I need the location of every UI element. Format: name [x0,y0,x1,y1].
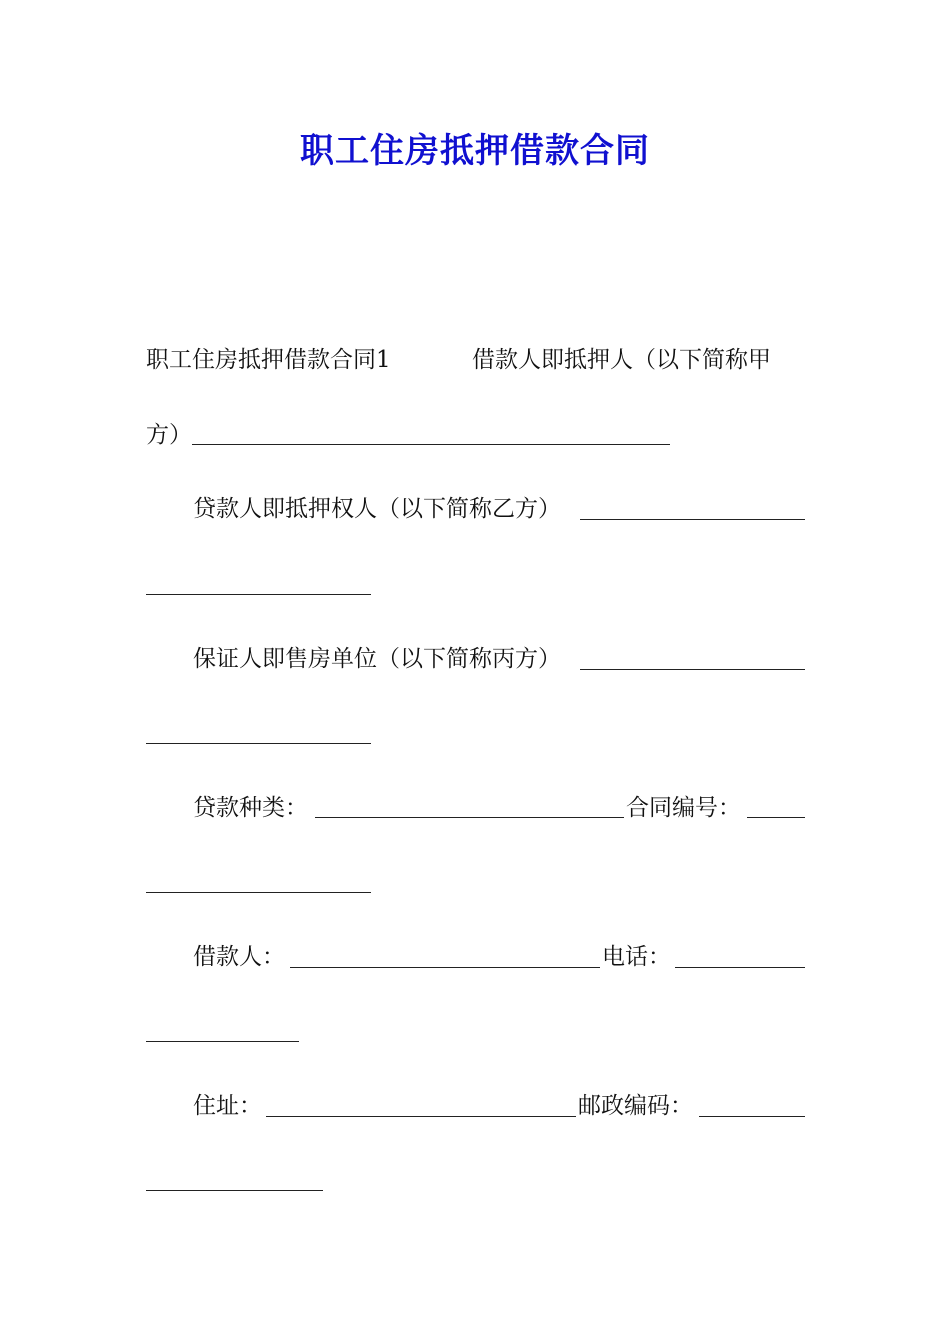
postcode-blank-continued[interactable] [146,1190,323,1191]
loan-type-label: 贷款种类： [193,795,308,821]
phone-blank-continued[interactable] [146,1041,299,1042]
address-blank[interactable] [266,1116,576,1117]
contract-number-blank-continued[interactable] [146,892,371,893]
guarantor-label: 保证人即售房单位（以下简称丙方） [193,646,561,672]
party-b-blank-continued[interactable] [146,594,371,595]
contract-number-blank[interactable] [747,817,805,818]
party-c-blank-continued[interactable] [146,743,371,744]
party-c-blank[interactable] [580,669,805,670]
postcode-label: 邮政编码： [578,1093,693,1119]
party-b-blank[interactable] [580,519,805,520]
intro-continuation-text: 方） [146,422,192,448]
postcode-blank[interactable] [699,1116,805,1117]
borrower-blank[interactable] [290,967,600,968]
intro-borrower-text: 借款人即抵押人（以下简称甲 [472,347,771,373]
lender-label: 贷款人即抵押权人（以下简称乙方） [193,496,561,522]
borrower-label: 借款人： [193,944,285,970]
address-label: 住址： [193,1093,262,1119]
phone-label: 电话： [602,944,671,970]
loan-type-blank[interactable] [315,817,624,818]
document-title: 职工住房抵押借款合同 [300,131,650,171]
contract-number-label: 合同编号： [626,795,741,821]
phone-blank[interactable] [675,967,805,968]
party-a-blank[interactable] [192,444,670,445]
intro-heading-text: 职工住房抵押借款合同1 [146,347,391,373]
